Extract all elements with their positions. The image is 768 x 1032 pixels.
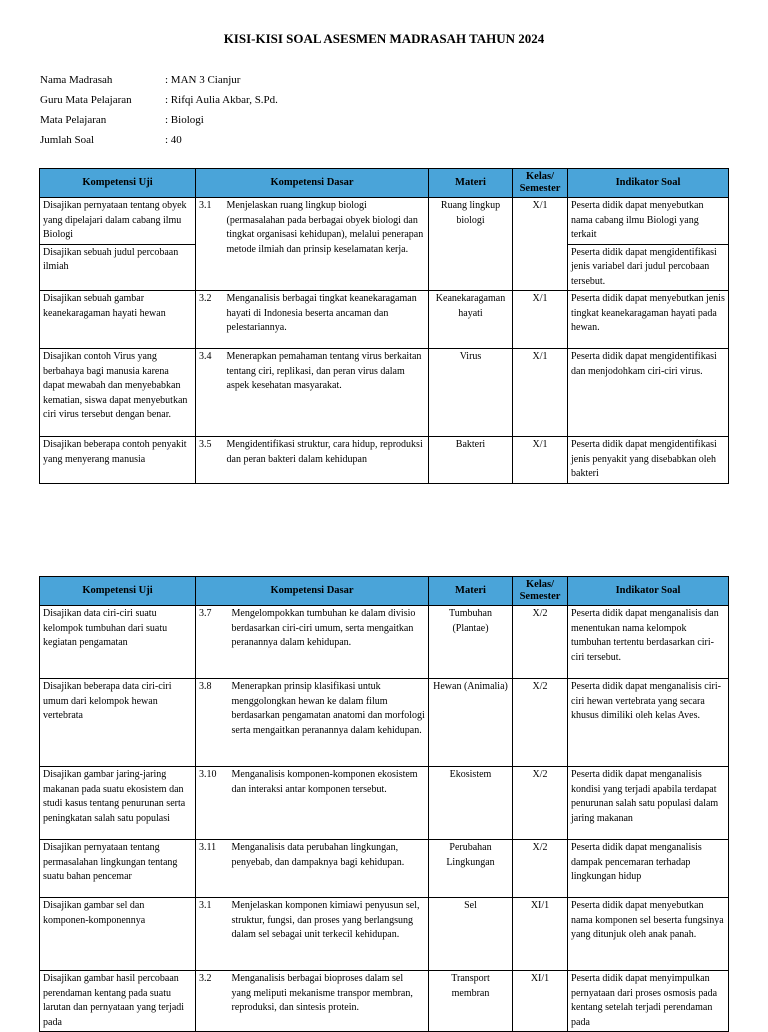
cell-kompetensi-dasar: Menjelaskan komponen kimiawi penyusun sel, struktur, fungsi, dan proses yang berlangsung dalam sel sebagai unit terkecil kehidupan. <box>230 898 429 971</box>
cell-kd-number: 3.1 <box>196 198 225 291</box>
header-kompetensi-dasar: Kompetensi Dasar <box>196 577 429 606</box>
cell-kompetensi-dasar: Mengidentifikasi struktur, cara hidup, reproduksi dan peran bakteri dalam kehidupan <box>225 437 429 484</box>
cell-indikator: Peserta didik dapat menyebutkan jenis tingkat keanekaragaman hayati pada hewan. <box>568 291 729 349</box>
meta-row-guru <box>40 93 278 113</box>
table-header-row <box>40 169 729 198</box>
cell-kompetensi-uji: Disajikan sebuah gambar keanekaragaman hayati hewan <box>40 291 196 349</box>
kisi-kisi-table-2 <box>39 576 729 1032</box>
table-row <box>40 767 729 840</box>
cell-indikator: Peserta didik dapat menganalisis kondisi yang terjadi apabila terdapat penurunan salah satu populasi dalam jaring makanan <box>568 767 729 840</box>
meta-row-jumlah <box>40 133 278 153</box>
header-indikator-soal: Indikator Soal <box>568 169 729 198</box>
cell-kompetensi-uji: Disajikan gambar sel dan komponen-komponennya <box>40 898 196 971</box>
cell-indikator: Peserta didik dapat mengidentifikasi jenis penyakit yang disebabkan oleh bakteri <box>568 437 729 484</box>
cell-kd-number: 3.11 <box>196 840 230 898</box>
cell-kompetensi-dasar: Mengelompokkan tumbuhan ke dalam divisio berdasarkan ciri-ciri umum, serta mengaitkan peranannya dalam kehidupan. <box>230 606 429 679</box>
cell-materi: Keanekaragaman hayati <box>429 291 513 349</box>
cell-indikator: Peserta didik dapat menyimpulkan pernyataan dari proses osmosis pada kentang setelah terjadi perendaman pada <box>568 971 729 1032</box>
cell-kompetensi-dasar: Menganalisis berbagai tingkat keanekaragaman hayati di Indonesia beserta ancaman dan pelestariannya. <box>225 291 429 349</box>
cell-kelas: X/1 <box>513 198 568 291</box>
cell-indikator: Peserta didik dapat menganalisis dan menentukan nama kelompok tumbuhan tertentu berdasarkan ciri-ciri tersebut. <box>568 606 729 679</box>
table-row <box>40 971 729 1032</box>
meta-row-mapel <box>40 113 278 133</box>
cell-kelas: X/2 <box>513 840 568 898</box>
meta-label: Nama Madrasah <box>40 74 113 86</box>
cell-kd-number: 3.2 <box>196 291 225 349</box>
table-row <box>40 840 729 898</box>
cell-kd-number: 3.2 <box>196 971 230 1032</box>
table-row <box>40 437 729 484</box>
cell-indikator: Peserta didik dapat menyebutkan nama komponen sel beserta fungsinya yang ditunjuk oleh anak panah. <box>568 898 729 971</box>
cell-kompetensi-dasar: Menganalisis komponen-komponen ekosistem dan interaksi antar komponen tersebut. <box>230 767 429 840</box>
cell-kelas: X/2 <box>513 767 568 840</box>
meta-label: Jumlah Soal <box>40 134 95 146</box>
header-materi: Materi <box>429 577 513 606</box>
meta-value: : Rifqi Aulia Akbar, S.Pd. <box>165 94 278 106</box>
header-kompetensi-dasar: Kompetensi Dasar <box>196 169 429 198</box>
meta-label: Mata Pelajaran <box>40 114 107 126</box>
cell-materi: Transport membran <box>429 971 513 1032</box>
table-row <box>40 349 729 437</box>
cell-kelas: X/1 <box>513 291 568 349</box>
cell-kelas: X/1 <box>513 349 568 437</box>
meta-label: Guru Mata Pelajaran <box>40 94 132 106</box>
kisi-kisi-table-1 <box>39 168 729 484</box>
cell-indikator: Peserta didik dapat mengidentifikasi jenis variabel dari judul percobaan tersebut. <box>568 244 729 291</box>
header-materi: Materi <box>429 169 513 198</box>
meta-value: : Biologi <box>165 114 204 126</box>
document-meta <box>40 73 278 153</box>
table-row <box>40 291 729 349</box>
page-title: KISI-KISI SOAL ASESMEN MADRASAH TAHUN 2024 <box>223 31 545 46</box>
cell-indikator: Peserta didik dapat menyebutkan nama cabang ilmu Biologi yang terkait <box>568 198 729 245</box>
cell-materi: Ekosistem <box>429 767 513 840</box>
meta-row-madrasah <box>40 73 278 93</box>
cell-kompetensi-uji: Disajikan gambar hasil percobaan perendaman kentang pada suatu larutan dan pernyataan yang terjadi pada <box>40 971 196 1032</box>
table-row <box>40 606 729 679</box>
cell-materi: Virus <box>429 349 513 437</box>
cell-kompetensi-uji: Disajikan beberapa data ciri-ciri umum dari kelompok hewan vertebrata <box>40 679 196 767</box>
cell-kelas: X/1 <box>513 437 568 484</box>
cell-kd-number: 3.10 <box>196 767 230 840</box>
cell-kelas: XI/1 <box>513 971 568 1032</box>
cell-kd-number: 3.7 <box>196 606 230 679</box>
table-row <box>40 679 729 767</box>
cell-kd-number: 3.1 <box>196 898 230 971</box>
cell-kd-number: 3.8 <box>196 679 230 767</box>
cell-kompetensi-uji: Disajikan contoh Virus yang berbahaya bagi manusia karena dapat mewabah dan menyebabkan kematian, siswa dapat menyebutkan ciri virus tersebut dengan benar. <box>40 349 196 437</box>
meta-value: : 40 <box>165 134 182 146</box>
cell-materi: Perubahan Lingkungan <box>429 840 513 898</box>
cell-kd-number: 3.5 <box>196 437 225 484</box>
meta-value: : MAN 3 Cianjur <box>165 74 241 86</box>
cell-kompetensi-dasar: Menjelaskan ruang lingkup biologi (permasalahan pada berbagai obyek biologi dan tingkat organisasi kehidupan), melalui penerapan metode ilmiah dan prinsip keselamatan kerja. <box>225 198 429 291</box>
cell-kelas: X/2 <box>513 606 568 679</box>
cell-indikator: Peserta didik dapat mengidentifikasi dan menjodohkam ciri-ciri virus. <box>568 349 729 437</box>
cell-kelas: X/2 <box>513 679 568 767</box>
header-kompetensi-uji: Kompetensi Uji <box>40 577 196 606</box>
cell-materi: Sel <box>429 898 513 971</box>
cell-kompetensi-uji: Disajikan sebuah judul percobaan ilmiah <box>40 244 196 291</box>
table-row <box>40 898 729 971</box>
cell-kompetensi-dasar: Menerapkan pemahaman tentang virus berkaitan tentang ciri, replikasi, dan peran virus dalam aspek kesehatan masyarakat. <box>225 349 429 437</box>
cell-kompetensi-uji: Disajikan pernyataan tentang obyek yang dipelajari dalam cabang ilmu Biologi <box>40 198 196 245</box>
cell-kompetensi-dasar: Menerapkan prinsip klasifikasi untuk menggolongkan hewan ke dalam filum berdasarkan pengamatan anatomi dan morfologi serta mengaitkan peranannya dalam kehidupan. <box>230 679 429 767</box>
header-indikator-soal: Indikator Soal <box>568 577 729 606</box>
table-header-row <box>40 577 729 606</box>
cell-kd-number: 3.4 <box>196 349 225 437</box>
header-kelas-semester: Kelas/ Semester <box>513 169 568 198</box>
cell-materi: Bakteri <box>429 437 513 484</box>
cell-kompetensi-uji: Disajikan data ciri-ciri suatu kelompok tumbuhan dari suatu kegiatan pengamatan <box>40 606 196 679</box>
cell-kompetensi-uji: Disajikan pernyataan tentang permasalahan lingkungan tentang suatu bahan pencemar <box>40 840 196 898</box>
cell-kelas: XI/1 <box>513 898 568 971</box>
table-row <box>40 198 729 245</box>
cell-materi: Ruang lingkup biologi <box>429 198 513 291</box>
header-kelas-semester: Kelas/ Semester <box>513 577 568 606</box>
cell-kompetensi-dasar: Menganalisis data perubahan lingkungan, penyebab, dan dampaknya bagi kehidupan. <box>230 840 429 898</box>
cell-materi: Tumbuhan (Plantae) <box>429 606 513 679</box>
cell-indikator: Peserta didik dapat menganalisis dampak pencemaran terhadap lingkungan hidup <box>568 840 729 898</box>
cell-materi: Hewan (Animalia) <box>429 679 513 767</box>
header-kompetensi-uji: Kompetensi Uji <box>40 169 196 198</box>
cell-kompetensi-dasar: Menganalisis berbagai bioproses dalam sel yang meliputi mekanisme transpor membran, reproduksi, dan sintesis protein. <box>230 971 429 1032</box>
cell-kompetensi-uji: Disajikan beberapa contoh penyakit yang menyerang manusia <box>40 437 196 484</box>
cell-kompetensi-uji: Disajikan gambar jaring-jaring makanan pada suatu ekosistem dan studi kasus tentang penurunan serta peningkatan salah satu populasi <box>40 767 196 840</box>
cell-indikator: Peserta didik dapat menganalisis ciri-ciri hewan vertebrata yang secara khusus dimiliki oleh kelas Aves. <box>568 679 729 767</box>
